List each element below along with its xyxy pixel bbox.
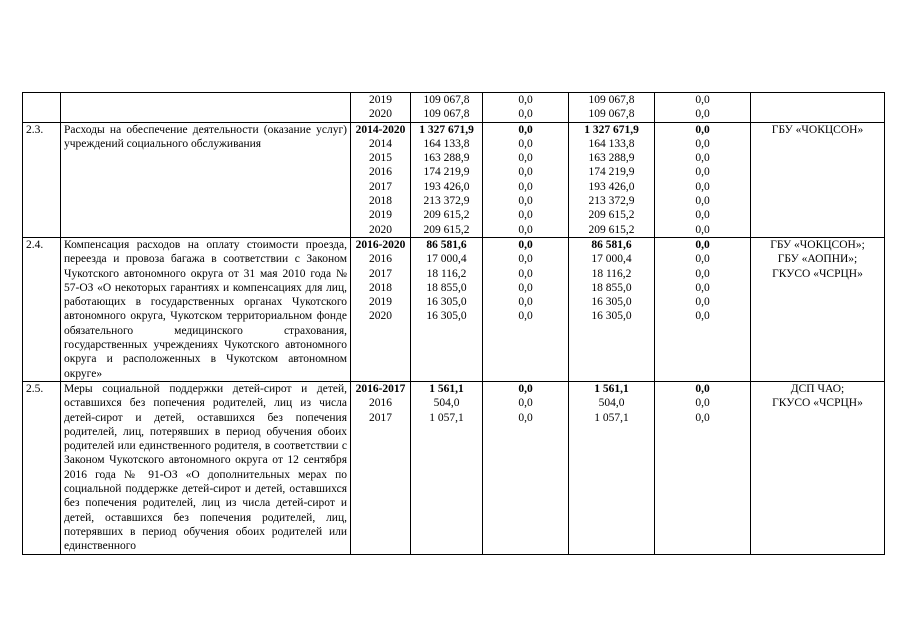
row-number: 2.3. bbox=[23, 122, 61, 237]
responsible-cell bbox=[751, 93, 885, 123]
source1-cell: 0,0 0,0 0,0 0,0 0,0 0,0 bbox=[483, 237, 569, 381]
source2-cell: 1 561,1 504,0 1 057,1 bbox=[569, 381, 655, 554]
total-cell: 1 561,1 504,0 1 057,1 bbox=[411, 381, 483, 554]
source3-cell: 0,0 0,0 0,0 bbox=[655, 381, 751, 554]
responsible-cell: ДСП ЧАО; ГКУСО «ЧСРЦН» bbox=[751, 381, 885, 554]
year-cell: 2016-2020 2016 2017 2018 2019 2020 bbox=[351, 237, 411, 381]
program-table bbox=[22, 92, 885, 555]
source1-cell: 0,0 0,0 0,0 0,0 0,0 0,0 0,0 0,0 bbox=[483, 122, 569, 237]
table-row bbox=[23, 237, 885, 381]
year-cell: 2016-2017 2016 2017 bbox=[351, 381, 411, 554]
row-number bbox=[23, 93, 61, 123]
table-row bbox=[23, 93, 885, 123]
source3-cell: 0,0 0,0 0,0 0,0 0,0 0,0 0,0 0,0 bbox=[655, 122, 751, 237]
source2-cell: 109 067,8 109 067,8 bbox=[569, 93, 655, 123]
year-cell: 2019 2020 bbox=[351, 93, 411, 123]
total-cell: 109 067,8 109 067,8 bbox=[411, 93, 483, 123]
year-cell: 2014-2020 2014 2015 2016 2017 2018 2019 2020 bbox=[351, 122, 411, 237]
row-description bbox=[61, 93, 351, 123]
source2-cell: 1 327 671,9 164 133,8 163 288,9 174 219,9 193 426,0 213 372,9 209 615,2 209 615,2 bbox=[569, 122, 655, 237]
row-number: 2.4. bbox=[23, 237, 61, 381]
row-description: Компенсация расходов на оплату стоимости проезда, переезда и провоза багажа в соответствии с Законом Чукотского автономного округа от 31 мая 2010 года № 57-ОЗ «О некоторых гарантиях и компенсациях для лиц, работающих в государственных органах Чукотского автономного округа, Чукотском территориальном фонде обязательного медицинского страхования, государственных учреждениях Чукотского автономного округа и расположенных в Чукотском автономном округе» bbox=[61, 237, 351, 381]
row-description: Расходы на обеспечение деятельности (оказание услуг) учреждений социального обслуживания bbox=[61, 122, 351, 237]
source1-cell: 0,0 0,0 bbox=[483, 93, 569, 123]
responsible-cell: ГБУ «ЧОКЦСОН»; ГБУ «АОПНИ»; ГКУСО «ЧСРЦН» bbox=[751, 237, 885, 381]
source3-cell: 0,0 0,0 0,0 0,0 0,0 0,0 bbox=[655, 237, 751, 381]
source2-cell: 86 581,6 17 000,4 18 116,2 18 855,0 16 305,0 16 305,0 bbox=[569, 237, 655, 381]
source3-cell: 0,0 0,0 bbox=[655, 93, 751, 123]
total-cell: 1 327 671,9 164 133,8 163 288,9 174 219,9 193 426,0 213 372,9 209 615,2 209 615,2 bbox=[411, 122, 483, 237]
total-cell: 86 581,6 17 000,4 18 116,2 18 855,0 16 305,0 16 305,0 bbox=[411, 237, 483, 381]
row-number: 2.5. bbox=[23, 381, 61, 554]
source1-cell: 0,0 0,0 0,0 bbox=[483, 381, 569, 554]
responsible-cell: ГБУ «ЧОКЦСОН» bbox=[751, 122, 885, 237]
row-description: Меры социальной поддержки детей-сирот и детей, оставшихся без попечения родителей, лиц из числа детей-сирот и детей, оставшихся без попечения родителей, лиц, потерявших в период обучения обоих родителей или единственного родителя, в соответствии с Законом Чукотского автономного округа от 12 сентября 2016 года № 91-ОЗ «О дополнительных мерах по социальной поддержке детей-сирот и детей, оставшихся без попечения родителей, лиц из числа детей-сирот и детей, оставшихся без попечения родителей, лиц, потерявших в период обучения обоих родителей или единственного bbox=[61, 381, 351, 554]
table-row bbox=[23, 122, 885, 237]
table-row bbox=[23, 381, 885, 554]
